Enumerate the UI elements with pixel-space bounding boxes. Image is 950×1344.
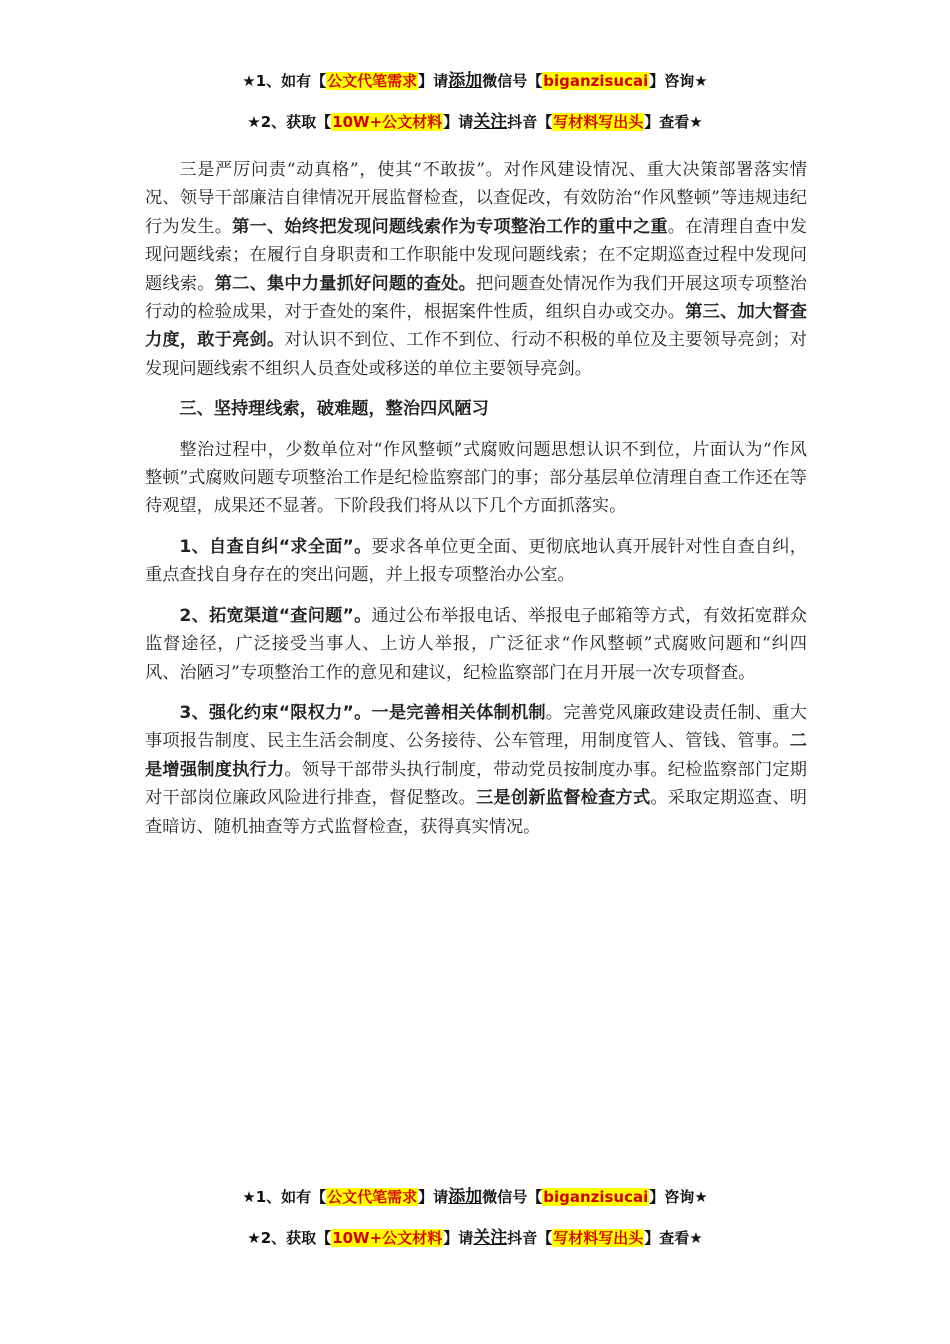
banner-douyin-id: 写材料写出头	[553, 113, 644, 131]
list-item-2	[145, 602, 807, 687]
paragraph-text: 通过公布举报电话、举报电子邮箱等方式，有效拓宽群众监督途径，广泛接受当事人、上访人举报，广泛征求“作风整顿”式腐败问题和“纠四风、治陋习”专项整治工作的意见和建议，纪检监察部门在月开展一次专项督查。	[145, 605, 807, 683]
bold-phrase: 三是创新监督检查方式	[476, 788, 651, 809]
banner-wechat-id: biganzisucai	[543, 1188, 649, 1206]
banner-douyin-id: 写材料写出头	[553, 1229, 644, 1247]
bold-phrase: 二是增强制度执行力	[145, 731, 807, 780]
banner-text: ★2、获取【	[247, 1229, 332, 1247]
paragraph-text: 。领导干部带头执行制度，带动党员按制度办事。纪检监察部门定期对干部岗位廉政风险进行排查，督促整改。	[145, 759, 807, 809]
paragraph-accountability	[145, 156, 807, 383]
bold-phrase: 第三、加大督查力度，敢于亮剑。	[145, 302, 807, 351]
banner-text: 】请	[443, 1229, 474, 1247]
paragraph-text: 。完善党风廉政建设责任制、重大事项报告制度、民主生活会制度、公务接待、公车管理，用制度管人、管钱、管事。	[145, 702, 807, 752]
paragraph-text: 对认识不到位、工作不到位、行动不积极的单位及主要领导亮剑；对发现问题线索不组织人员查处或移送的单位主要领导亮剑。	[145, 330, 807, 379]
banner-highlight: 公文代笔需求	[327, 72, 418, 90]
banner-text: ★2、获取【	[247, 113, 332, 131]
bold-phrase: 第二、集中力量抓好问题的查处。	[214, 273, 477, 294]
banner-underlined: 关注	[473, 112, 508, 132]
banner-line-1	[0, 70, 950, 92]
list-item-3	[145, 699, 807, 841]
paragraph-situation: 整治过程中，少数单位对“作风整顿”式腐败问题思想认识不到位，片面认为“作风整顿”式腐败问题专项整治工作是纪检监察部门的事；部分基层单位清理自查工作还在等待观望，成果还不显著。下阶段我们将从以下几个方面抓落实。	[145, 439, 807, 517]
paragraph-text: 。对作风建设情况、重大决策部署落实情况、领导干部廉洁自律情况开展监督检查，以查促改，有效防治“作风整顿”等违规违纪行为发生。	[145, 160, 807, 237]
banner-text: ★1、如有【	[242, 1188, 327, 1206]
paragraph-text: 把问题查处情况作为我们开展这项专项整治行动的检验成果，对于查处的案件，根据案件性质，组织自办或交办。	[145, 273, 807, 323]
banner-text: ★1、如有【	[242, 72, 327, 90]
banner-highlight: 10W+公文材料	[332, 1229, 443, 1247]
footer-banner-line-2	[0, 1227, 950, 1249]
banner-underlined: 添加	[448, 71, 483, 91]
banner-text: 微信号【	[482, 72, 543, 90]
banner-text: 】咨询★	[649, 1188, 708, 1206]
bold-phrase: 2、拓宽渠道“查问题”。	[179, 605, 372, 626]
banner-underlined: 关注	[473, 1228, 508, 1248]
banner-text: 】请	[418, 1188, 449, 1206]
paragraph-text: 。在清理自查中发现问题线索；在履行自身职责和工作职能中发现问题线索；在不定期巡查过程中发现问题线索。	[145, 216, 807, 294]
banner-text: 微信号【	[482, 1188, 543, 1206]
paragraph-text: 要求各单位更全面、更彻底地认真开展针对性自查自纠，重点查找自身存在的突出问题，并上报专项整治办公室。	[145, 536, 807, 586]
bold-phrase: 1、自查自纠“求全面”。	[179, 536, 372, 557]
bold-phrase: 3、强化约束“限权力”。一是完善相关体制机制	[179, 702, 546, 723]
footer-banner-line-1	[0, 1186, 950, 1208]
banner-text: 抖音【	[507, 1229, 553, 1247]
banner-line-2	[0, 111, 950, 133]
paragraph-text: 三是严厉问责“动真格”，使其“不敢拔”	[179, 160, 485, 180]
document-body	[145, 156, 807, 853]
banner-text: 】查看★	[644, 113, 703, 131]
banner-highlight: 公文代笔需求	[327, 1188, 418, 1206]
banner-text: 】请	[443, 113, 474, 131]
banner-text: 】查看★	[644, 1229, 703, 1247]
list-item-1	[145, 533, 807, 590]
section-heading: 三、坚持理线索，破难题，整治四风陋习	[179, 399, 489, 420]
banner-underlined: 添加	[448, 1187, 483, 1207]
banner-text: 】咨询★	[649, 72, 708, 90]
banner-text: 抖音【	[507, 113, 553, 131]
paragraph-text: 。采取定期巡查、明查暗访、随机抽查等方式监督检查，获得真实情况。	[145, 788, 807, 837]
banner-text: 】请	[418, 72, 449, 90]
banner-wechat-id: biganzisucai	[543, 72, 649, 90]
bold-phrase: 第一、始终把发现问题线索作为专项整治工作的重中之重	[232, 216, 668, 237]
banner-highlight: 10W+公文材料	[332, 113, 443, 131]
